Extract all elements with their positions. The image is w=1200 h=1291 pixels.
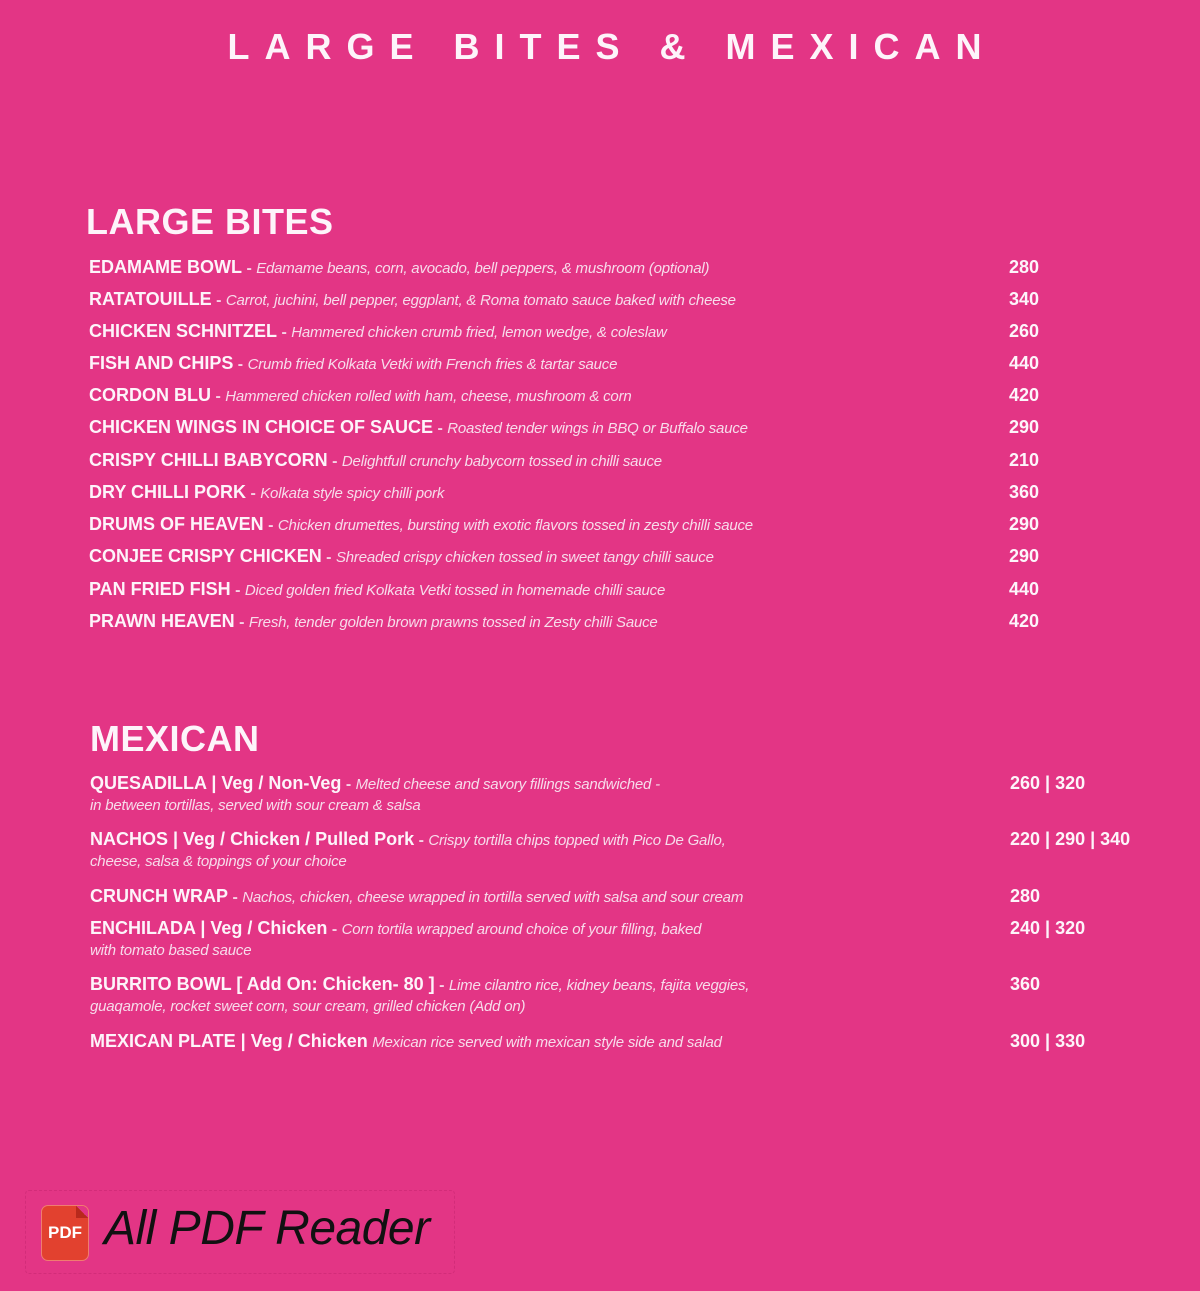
item-name: DRUMS OF HEAVEN [89,514,264,534]
item-separator: - [326,549,332,566]
item-price: 300 | 330 [1010,1031,1086,1051]
item-description: Carrot, juchini, bell pepper, eggplant, & Roma tomato sauce baked with cheese [225,292,736,309]
item-name: BURRITO BOWL [ Add On: Chicken- 80 ] [90,974,435,994]
page-title: LARGE BITES & MEXICAN [227,26,997,67]
item-description: Crispy tortilla chips topped with Pico De Gallo, [428,832,726,849]
item-description-continued: cheese, salsa & toppings of your choice [90,853,347,870]
item-description: Delightfull crunchy babycorn tossed in chilli sauce [341,453,662,470]
item-description: Roasted tender wings in BBQ or Buffalo sauce [447,420,748,437]
item-description: Nachos, chicken, cheese wrapped in tortilla served with salsa and sour cream [242,889,744,906]
item-separator: - [332,453,338,470]
item-price: 360 [1010,974,1041,994]
item-separator: - [232,889,238,906]
item-price: 290 [1009,546,1040,566]
item-description: Edamame beans, corn, avocado, bell peppers, & mushroom (optional) [256,260,710,277]
item-separator: - [281,324,287,341]
item-name: FISH AND CHIPS [89,353,234,373]
item-price: 360 [1009,482,1040,502]
item-description: Shreaded crispy chicken tossed in sweet tangy chilli sauce [335,549,714,566]
item-description: Hammered chicken rolled with ham, cheese, mushroom & corn [225,388,632,405]
pdf-file-icon: PDF [41,1205,89,1261]
item-price: 290 [1009,417,1040,437]
item-name: CONJEE CRISPY CHICKEN [89,546,322,566]
item-separator: - [246,260,252,277]
item-price: 340 [1009,289,1040,309]
item-description-continued: guaqamole, rocket sweet corn, sour cream, grilled chicken (Add on) [90,998,526,1015]
item-separator: - [418,832,424,849]
item-price: 220 | 290 | 340 [1010,829,1131,849]
item-price: 420 [1009,385,1040,405]
item-name: CRISPY CHILLI BABYCORN [89,450,328,470]
item-separator: - [439,977,445,994]
section-heading-mexican: MEXICAN [90,718,260,759]
item-name: CHICKEN WINGS IN CHOICE OF SAUCE [89,417,434,437]
item-description: Hammered chicken crumb fried, lemon wedge, & coleslaw [291,324,667,341]
item-name: CHICKEN SCHNITZEL [89,321,277,341]
item-price: 260 | 320 [1010,773,1086,793]
item-name: EDAMAME BOWL [89,257,242,277]
item-name: MEXICAN PLATE | Veg / Chicken [90,1031,368,1051]
item-name: DRY CHILLI PORK [89,482,247,502]
item-price: 420 [1009,611,1040,631]
item-separator: - [437,420,443,437]
item-description: Diced golden fried Kolkata Vetki tossed in homemade chilli sauce [244,582,666,599]
item-description: Kolkata style spicy chilli pork [260,485,445,502]
item-separator: - [331,921,338,938]
item-price: 240 | 320 [1010,918,1086,938]
item-price: 440 [1009,579,1040,599]
item-separator: - [239,614,245,631]
app-watermark [25,1190,455,1274]
item-description-continued: with tomato based sauce [90,942,252,959]
item-separator: - [237,356,244,373]
item-name: PRAWN HEAVEN [89,611,235,631]
item-price: 280 [1009,257,1040,277]
item-price: 260 [1009,321,1040,341]
item-separator: - [235,582,241,599]
item-description: Fresh, tender golden brown prawns tossed in Zesty chilli Sauce [248,614,658,631]
item-description: Crumb fried Kolkata Vetki with French fries & tartar sauce [247,356,618,373]
item-name: PAN FRIED FISH [89,579,231,599]
item-name: CORDON BLU [89,385,211,405]
item-separator: - [268,517,274,534]
item-name: RATATOUILLE [89,289,212,309]
item-description: Melted cheese and savory fillings sandwiched - [355,776,660,793]
watermark-text: All PDF Reader [104,1202,430,1255]
item-description-continued: in between tortillas, served with sour cream & salsa [90,797,421,814]
item-description: Corn tortila wrapped around choice of your filling, baked [341,921,702,938]
item-price: 210 [1009,450,1040,470]
section-heading-large-bites: LARGE BITES [86,201,334,242]
item-description: Lime cilantro rice, kidney beans, fajita veggies, [448,977,750,994]
item-description: Chicken drumettes, bursting with exotic flavors tossed in zesty chilli sauce [277,517,753,534]
item-description: Mexican rice served with mexican style side and salad [372,1034,722,1051]
item-separator: - [250,485,256,502]
item-name: CRUNCH WRAP [90,886,228,906]
item-name: QUESADILLA | Veg / Non-Veg [90,773,342,793]
item-price: 280 [1010,886,1041,906]
item-price: 440 [1009,353,1040,373]
item-separator: - [215,388,221,405]
item-separator: - [216,292,222,309]
item-name: NACHOS | Veg / Chicken / Pulled Pork [90,829,415,849]
item-separator: - [345,776,352,793]
item-price: 290 [1009,514,1040,534]
item-name: ENCHILADA | Veg / Chicken [90,918,328,938]
